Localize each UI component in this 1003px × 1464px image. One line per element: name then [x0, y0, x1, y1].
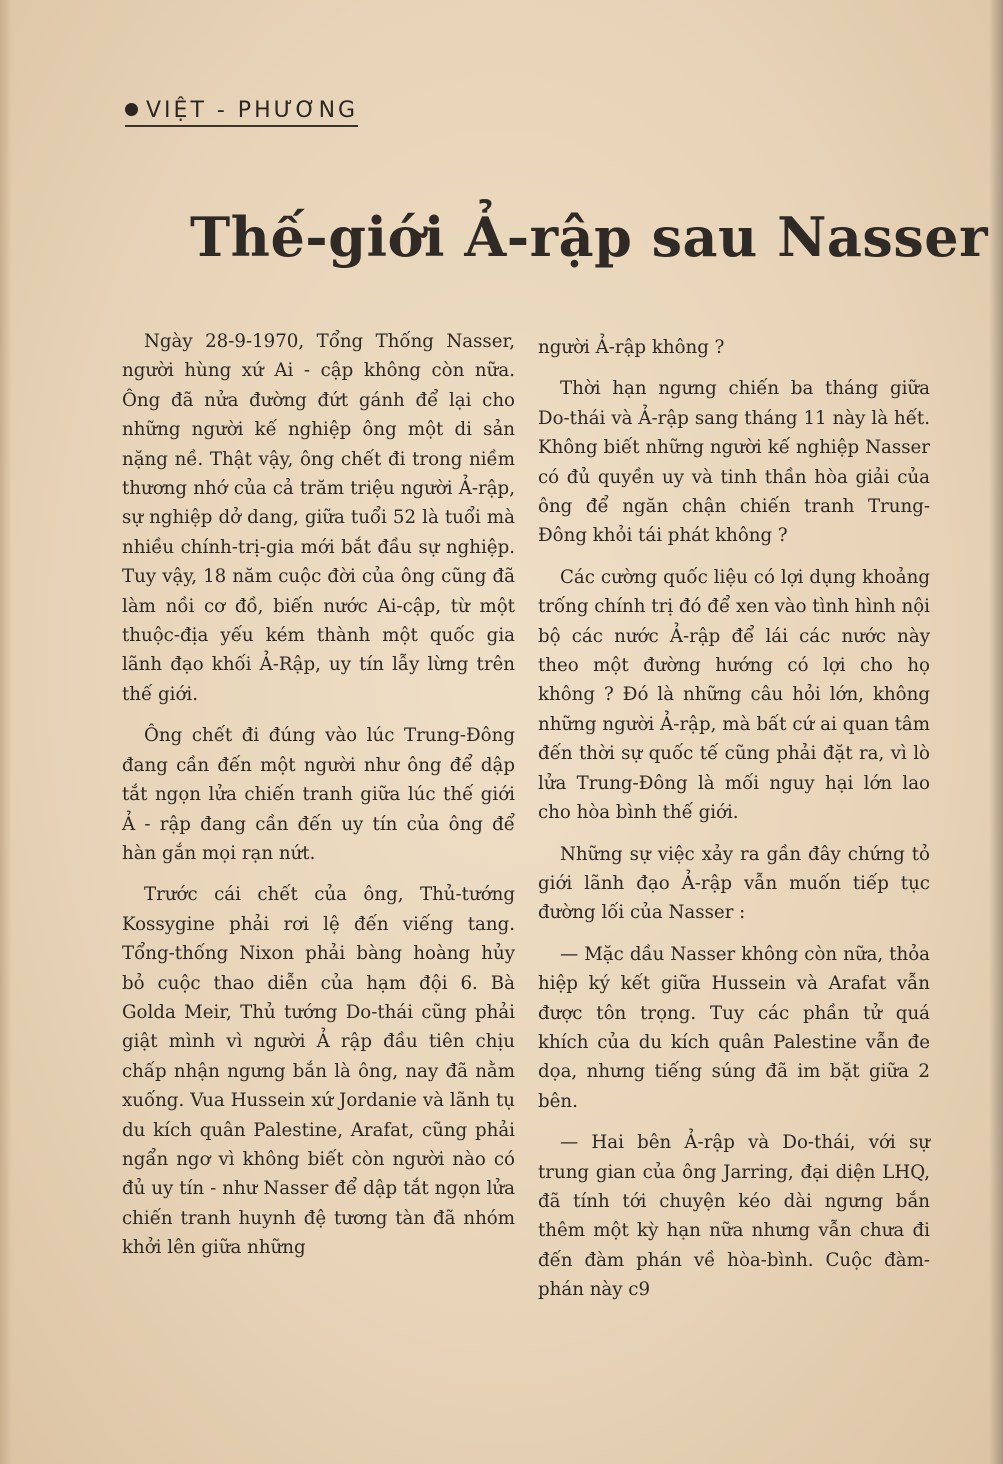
bullet-icon	[125, 103, 138, 116]
paragraph-continuation: người Ả-rập không ?	[538, 337, 725, 358]
right-column	[538, 333, 930, 1317]
left-column	[122, 327, 515, 1275]
author-byline	[125, 98, 358, 127]
article-title: Thế-giới Ả-rập sau Nasser	[190, 205, 989, 269]
author-name: VIỆT - PHƯƠNG	[146, 98, 359, 123]
paragraph: Những sự việc xảy ra gần đây chứng tỏ giới lãnh đạo Ả-rập vẫn muốn tiếp tục đường lối của Nasser :	[538, 843, 930, 924]
paragraph: — Mặc dầu Nasser không còn nữa, thỏa hiệp ký kết giữa Hussein và Arafat vẫn được tôn trọng. Tuy các phần tử quá khích của du kích quân Palestine vẫn đe dọa, nhưng tiếng súng đã im bặt giữa 2 bên.	[538, 943, 930, 1112]
paragraph: Ông chết đi đúng vào lúc Trung-Đông đang cần đến một người như ông để dập tắt ngọn lửa chiến tranh giữa lúc thế giới Ả - rập đang cần đến uy tín của ông để hàn gắn mọi rạn nứt.	[122, 725, 515, 864]
paragraph: Trước cái chết của ông, Thủ-tướng Kossygine phải rơi lệ đến viếng tang. Tổng-thống Nixon phải bàng hoàng hủy bỏ cuộc thao diễn của hạm đội 6. Bà Golda Meir, Thủ tướng Do-thái cũng phải giật mình vì người Ả rập đầu tiên chịu chấp nhận ngưng bắn là ông, nay đã nằm xuống. Vua Hussein xứ Jordanie và lãnh tụ du kích quân Palestine, Arafat, cũng phải ngẩn ngơ vì không biết còn người nào có đủ uy tín - như Nasser để dập tắt ngọn lửa chiến tranh huynh đệ tương tàn đã nhóm khởi lên giữa những	[122, 884, 515, 1259]
page-edge-right	[989, 0, 1003, 1464]
paragraph: Thời hạn ngưng chiến ba tháng giữa Do-thái và Ả-rập sang tháng 11 này là hết. Không biết những người kế nghiệp Nasser có đủ quyền uy và tinh thần hòa giải của ông để ngăn chận chiến tranh Trung-Đông khỏi tái phát không ?	[538, 378, 930, 547]
paragraph: Các cường quốc liệu có lợi dụng khoảng trống chính trị đó để xen vào tình hình nội bộ các nước Ả-rập để lái các nước này theo một đường hướng có lợi cho họ không ? Đó là những câu hỏi lớn, không những người Ả-rập, mà bất cứ ai quan tâm đến thời sự quốc tế cũng phải đặt ra, vì lò lửa Trung-Đông là mối nguy hại lớn lao cho hòa bình thế giới.	[538, 566, 930, 824]
paragraph: Ngày 28-9-1970, Tổng Thống Nasser, người hùng xứ Ai - cập không còn nữa. Ông đã nửa đường đứt gánh để lại cho những người kế nghiệp ông một di sản nặng nề. Thật vậy, ông chết đi trong niềm thương nhớ của cả trăm triệu người Ả-rập, sự nghiệp dở dang, giữa tuổi 52 là tuổi mà nhiều chính-trị-gia mới bắt đầu sự nghiệp. Tuy vậy, 18 năm cuộc đời của ông cũng đã làm nồi cơ đồ, biến nước Ai-cập, từ một thuộc-địa yếu kém thành một quốc gia lãnh đạo khối Ả-Rập, uy tín lẫy lừng trên thế giới.	[122, 331, 515, 705]
page-edge-left	[0, 0, 12, 1464]
paragraph: — Hai bên Ả-rập và Do-thái, với sự trung gian của ông Jarring, đại diện LHQ, đã tính tới chuyện kéo dài ngưng bắn thêm một kỳ hạn nữa nhưng vẫn chưa đi đến đàm phán về hòa-bình. Cuộc đàm-phán này c9	[538, 1132, 930, 1301]
